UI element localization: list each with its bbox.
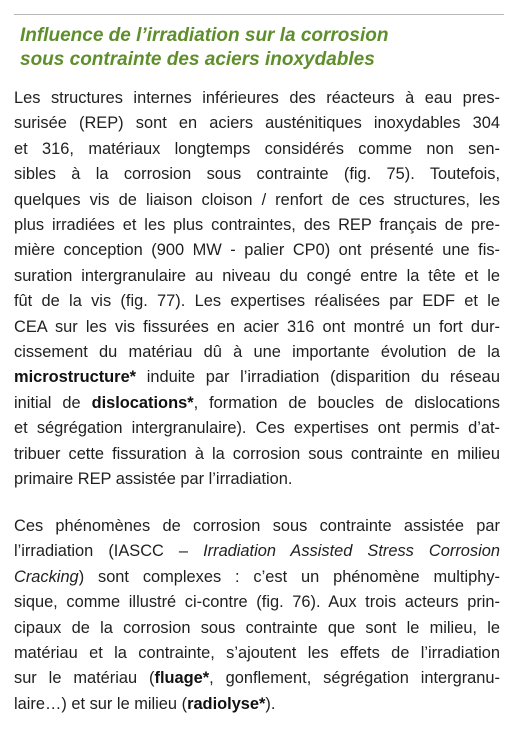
text-line: tribuer cette fissuration à la corrosion sous contrainte en milieu bbox=[14, 444, 500, 463]
text-line: matériau et la contrainte, s’ajoutent les effets de l’irradiation bbox=[14, 644, 500, 663]
text-line: plus irradiées et les plus contraintes, des REP français de pre- bbox=[14, 216, 500, 235]
text-line: et ségrégation intergranulaire). Ces expertises ont permis d’at- bbox=[14, 419, 500, 438]
italic-term: Cracking bbox=[14, 567, 79, 586]
text-line: surisée (REP) sont en aciers austénitiques inoxydables 304 bbox=[14, 114, 500, 133]
heading-line-2: sous contrainte des aciers inoxydables bbox=[20, 49, 375, 70]
text-run: ) sont complexes : c’est un phénomène multiphy- bbox=[78, 567, 500, 586]
text-run: laire…) et sur le milieu ( bbox=[14, 694, 188, 713]
glossary-term-fluage: fluage* bbox=[154, 669, 210, 688]
section-heading bbox=[20, 24, 500, 72]
top-divider bbox=[14, 14, 504, 15]
text-line: et 316, matériaux longtemps considérés comme non sen- bbox=[14, 139, 500, 158]
text-run: l’irradiation (IASCC – bbox=[14, 542, 204, 561]
text-line: Ces phénomènes de corrosion sous contrainte assistée par bbox=[14, 517, 500, 535]
text-run: sur le matériau ( bbox=[14, 669, 155, 688]
text-line: fût de la vis (fig. 77). Les expertises réalisées par EDF et le bbox=[14, 292, 500, 311]
glossary-term-dislocations: dislocations* bbox=[91, 393, 194, 412]
text-run: , gonflement, ségrégation intergranu- bbox=[209, 669, 500, 688]
text-run: initial de bbox=[14, 393, 92, 412]
text-line: sibles à la corrosion sous contrainte (fig. 75). Toutefois, bbox=[14, 165, 500, 184]
heading-line-1: Influence de l’irradiation sur la corrosion bbox=[20, 25, 389, 46]
text-line: sique, comme illustré ci-contre (fig. 76). Aux trois acteurs prin- bbox=[14, 593, 500, 612]
text-line bbox=[14, 539, 500, 564]
glossary-term-radiolyse: radiolyse* bbox=[187, 694, 266, 713]
text-line: Les structures internes inférieures des réacteurs à eau pres- bbox=[14, 89, 500, 107]
text-run: ). bbox=[265, 694, 276, 713]
italic-term: Irradiation Assisted Stress Corrosion bbox=[203, 542, 500, 561]
text-line: mière conception (900 MW - palier CP0) ont présenté une fis- bbox=[14, 241, 500, 260]
glossary-term-microstructure: microstructure* bbox=[14, 368, 137, 387]
text-line: quelques vis de liaison cloison / renfort de ces structures, les bbox=[14, 190, 500, 209]
text-line bbox=[14, 692, 500, 717]
paragraph-1 bbox=[14, 86, 500, 493]
text-line: suration intergranulaire au niveau du congé entre la tête et le bbox=[14, 266, 500, 285]
text-run: induite par l’irradiation (disparition du réseau bbox=[136, 368, 500, 387]
text-line: cissement du matériau dû à une importante évolution de la bbox=[14, 343, 500, 362]
text-line bbox=[14, 365, 500, 390]
text-line: cipaux de la corrosion sous contrainte que sont le milieu, le bbox=[14, 618, 500, 637]
text-line bbox=[14, 666, 500, 691]
text-line: CEA sur les vis fissurées en acier 316 ont montré un fort dur- bbox=[14, 317, 500, 336]
paragraph-2 bbox=[14, 514, 500, 717]
text-line bbox=[14, 391, 500, 416]
text-run: , formation de boucles de dislocations bbox=[193, 393, 500, 412]
text-line: primaire REP assistée par l’irradiation. bbox=[14, 470, 293, 489]
text-line bbox=[14, 565, 500, 590]
